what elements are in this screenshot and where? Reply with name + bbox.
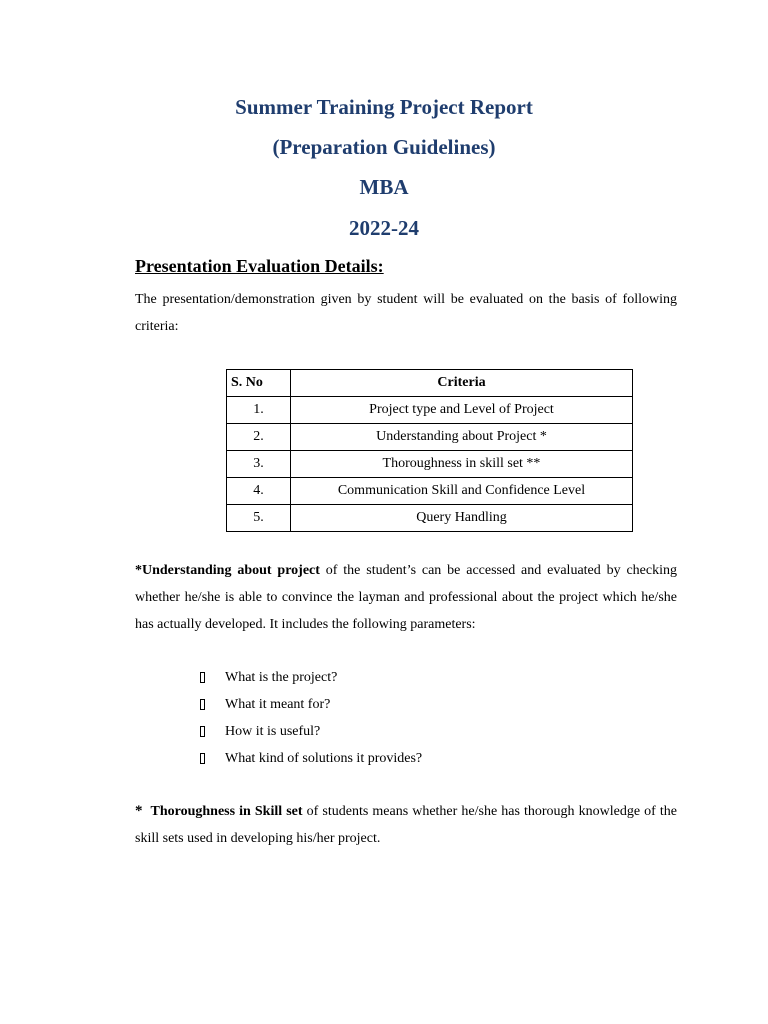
- bullet-icon: [200, 672, 205, 683]
- table-row: [227, 424, 633, 451]
- bullet-icon: [200, 753, 205, 764]
- row-criteria: Thoroughness in skill set **: [291, 451, 633, 478]
- bullet-icon: [200, 699, 205, 710]
- table-header-row: [227, 370, 633, 397]
- parameter-list: [200, 664, 422, 772]
- row-sno: 2.: [227, 424, 291, 451]
- thoroughness-paragraph: [135, 798, 677, 852]
- row-sno: 3.: [227, 451, 291, 478]
- understanding-paragraph: [135, 557, 677, 638]
- program-name: MBA: [359, 175, 409, 199]
- row-sno: 4.: [227, 478, 291, 505]
- understanding-text: of the student’s can be accessed and evaluated by checking whether he/she is able to convince the layman and professional about the project which he/she has actually developed. It includes the following parameters:: [135, 563, 677, 632]
- academic-year: 2022-24: [349, 216, 419, 240]
- report-subtitle: (Preparation Guidelines): [272, 135, 496, 159]
- table-row: [227, 505, 633, 532]
- intro-paragraph: The presentation/demonstration given by student will be evaluated on the basis of following criteria:: [135, 292, 677, 334]
- row-sno: 5.: [227, 505, 291, 532]
- row-sno: 1.: [227, 397, 291, 424]
- row-criteria: Communication Skill and Confidence Level: [291, 478, 633, 505]
- table-row: [227, 451, 633, 478]
- row-criteria: Query Handling: [291, 505, 633, 532]
- list-item: [200, 691, 422, 718]
- section-heading: Presentation Evaluation Details:: [135, 256, 384, 276]
- header-sno: S. No: [227, 370, 291, 397]
- list-item: [200, 745, 422, 772]
- list-item-label: How it is useful?: [225, 724, 321, 739]
- thoroughness-text: of students means whether he/she has thorough knowledge of the skill sets used in developing his/her project.: [135, 804, 677, 846]
- bullet-icon: [200, 726, 205, 737]
- row-criteria: Understanding about Project *: [291, 424, 633, 451]
- row-criteria: Project type and Level of Project: [291, 397, 633, 424]
- list-item: [200, 664, 422, 691]
- table-row: [227, 478, 633, 505]
- report-title: Summer Training Project Report: [235, 95, 533, 119]
- header-criteria: Criteria: [291, 370, 633, 397]
- table-row: [227, 397, 633, 424]
- criteria-table: [226, 369, 633, 532]
- list-item-label: What it meant for?: [225, 697, 331, 712]
- list-item-label: What kind of solutions it provides?: [225, 751, 423, 766]
- asterisk-marker: *: [135, 803, 143, 819]
- thoroughness-lead: Thoroughness in Skill set: [150, 804, 303, 819]
- list-item-label: What is the project?: [225, 670, 338, 685]
- understanding-lead: *Understanding about project: [135, 563, 320, 578]
- list-item: [200, 718, 422, 745]
